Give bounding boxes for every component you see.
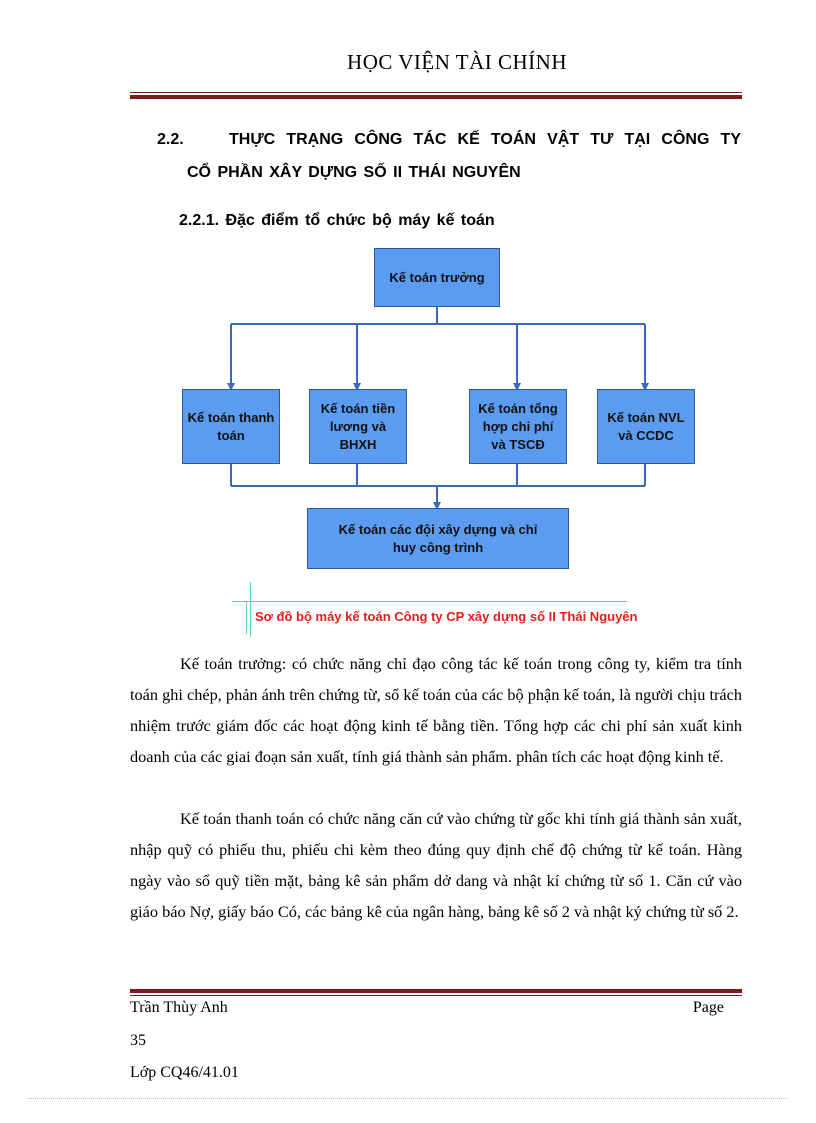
section-title-line1: THỰC TRẠNG CÔNG TÁC KẾ TOÁN VẬT TƯ TẠI CÔNG TY xyxy=(229,131,741,148)
box-site-accountants: Kế toán các đội xây dựng và chỉ huy công trình xyxy=(307,508,569,569)
box-general-cost-accountant: Kế toán tổng hợp chi phí và TSCĐ xyxy=(469,389,567,464)
section-title-line2: CỔ PHẦN XÂY DỰNG SỐ II THÁI NGUYÊN xyxy=(187,164,521,181)
diagram-caption: Sơ đồ bộ máy kế toán Công ty CP xây dựng số II Thái Nguyên xyxy=(255,609,638,624)
section-number: 2.2. xyxy=(157,131,184,148)
body-paragraph-1 xyxy=(130,648,742,772)
page-header-title: HỌC VIỆN TÀI CHÍNH xyxy=(347,50,567,74)
paragraph-text: Kế toán trưởng: có chức năng chỉ đạo công tác kế toán trong công ty, kiểm tra tính toán ghi chép, phản ánh trên chứng từ, sổ kế toán của các bộ phận kế toán, là người chịu trách nhiệm trước giám đốc các hoạt động kinh tế bằng tiền. Tổng hợp các chi phí sản xuất kinh doanh của các giai đoạn sản xuất, tính giá thành sản phẩm. phân tích các hoạt động kinh tế. xyxy=(130,654,742,766)
paragraph-text: Kế toán thanh toán có chức năng căn cứ vào chứng từ gốc khi tính giá thành sản xuất, nhập quỹ có phiếu thu, phiếu chi kèm theo đúng quy định chế độ chứng từ kế toán. Hàng ngày vào sổ quỹ tiền mặt, bảng kê sản phẩm dở dang và nhật kí chứng từ số 1. Căn cứ vào giáo báo Nợ, giấy báo Có, các bảng kê của ngân hàng, bảng kê số 2 và nhật ký chứng từ số 2. xyxy=(130,809,742,921)
page-bottom-dotted-rule xyxy=(28,1098,788,1099)
footer-page-number: 35 xyxy=(130,1032,146,1049)
footer-rule xyxy=(130,989,742,996)
subsection-title: 2.2.1. Đặc điểm tổ chức bộ máy kế toán xyxy=(179,212,495,229)
box-chief-accountant: Kế toán trưởng xyxy=(374,248,500,307)
box-payment-accountant: Kế toán thanh toán xyxy=(182,389,280,464)
footer-page-label: Page xyxy=(692,999,724,1016)
box-materials-accountant: Kế toán NVL và CCDC xyxy=(597,389,695,464)
box-payroll-accountant: Kế toán tiền lương và BHXH xyxy=(309,389,407,464)
footer-author: Trần Thùy Anh xyxy=(130,999,228,1016)
footer-class: Lớp CQ46/41.01 xyxy=(130,1064,239,1081)
body-paragraph-2 xyxy=(130,803,742,927)
